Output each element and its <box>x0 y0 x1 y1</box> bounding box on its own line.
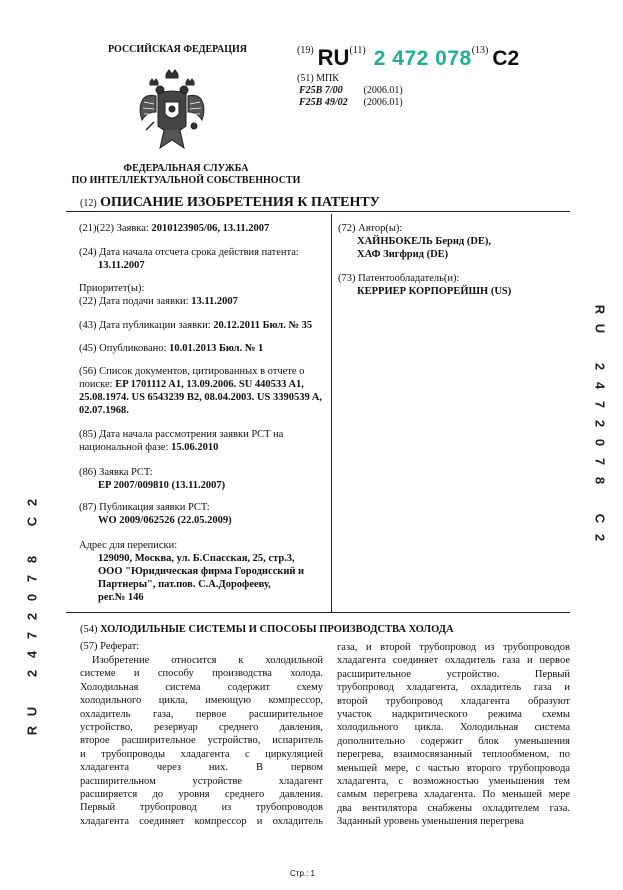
code-19: (19) <box>297 45 314 56</box>
abstract-line: расширительном устройстве хладагент <box>80 775 323 787</box>
abstract-line: устройство, резервуар среднего давления, <box>80 721 323 733</box>
side-char: 2 <box>592 362 608 371</box>
field-87 <box>79 501 329 527</box>
side-char: 8 <box>24 555 40 564</box>
coat-of-arms-emblem <box>136 68 208 154</box>
ipc-version: (2006.01) <box>363 97 403 108</box>
patent-number: 2 472 078 <box>373 47 472 70</box>
field-85 <box>79 428 329 454</box>
side-char: U <box>592 323 608 334</box>
field-label: (21)(22) Заявка: <box>79 223 149 234</box>
code-13: (13) <box>471 45 489 56</box>
correspondence-address <box>79 539 329 604</box>
side-char <box>23 531 42 551</box>
field-label: (45) Опубликовано: <box>79 343 167 354</box>
field-value: 20.12.2011 Бюл. № 35 <box>213 320 313 331</box>
side-char: 4 <box>592 381 608 390</box>
ipc-classification <box>297 73 403 109</box>
field-value: EP 1701112 A1, 13.09.2006. SU 440533 A1, 25.08.1974. US 6543239 B2, 08.04.2003. US 3390539 A, 02.07.1968. <box>79 379 322 416</box>
agency-line-1: ФЕДЕРАЛЬНАЯ СЛУЖБА <box>123 163 249 174</box>
abstract-line: второе расширительное устройство, испаритель <box>80 735 323 747</box>
author: ХАФ Зигфрид (DE) <box>357 249 449 260</box>
abstract-line: системе и способу производства холода. <box>80 668 323 680</box>
address-line: Партнеры", пат.пов. С.А.Дорофееву, <box>98 579 271 590</box>
invention-title-text: ХОЛОДИЛЬНЫЕ СИСТЕМЫ И СПОСОБЫ ПРОИЗВОДСТВА ХОЛОДА <box>100 624 454 635</box>
field-label: (73) Патентообладатель(и): <box>338 273 460 284</box>
invention-title <box>80 624 454 635</box>
abstract-line: расширяется до уровня среднего давления. <box>80 788 323 800</box>
field-label: (56) Список документов, цитированных в отчете о поиске: <box>79 366 305 390</box>
section-divider <box>66 612 570 613</box>
field-label: (85) Дата начала рассмотрения заявки PCT на национальной фазе: <box>79 429 284 453</box>
abstract-line: холодильного цикла, имеющую компрессор, <box>80 695 323 707</box>
abstract-line: хладагента через них. В первом <box>80 762 323 774</box>
side-char: 4 <box>24 650 40 659</box>
side-char: 2 <box>24 669 40 678</box>
column-divider <box>331 214 332 612</box>
side-char: 2 <box>592 533 608 542</box>
agency-line-2: ПО ИНТЕЛЛЕКТУАЛЬНОЙ СОБСТВЕННОСТИ <box>71 175 301 186</box>
abstract-line: второй трубопровод хладагента образуют <box>337 695 570 707</box>
abstract-line: хладагента, с возможностью уменьшения тем <box>337 775 570 787</box>
priority-label: Приоритет(ы): <box>79 283 145 294</box>
field-value: 15.06.2010 <box>171 442 219 453</box>
invention-code: (54) <box>80 624 98 635</box>
ipc-row <box>297 97 403 109</box>
abstract-line: участок надкритического режима схемы <box>337 708 570 720</box>
abstract-line: Первый трубопровод из трубопроводов <box>80 802 323 814</box>
address-line: ООО "Юридическая фирма Городисский и <box>98 566 305 577</box>
abstract-line: газа, и второй трубопровод из трубопроводов <box>337 642 570 653</box>
field-22 <box>79 295 329 308</box>
field-label: (87) Публикация заявки PCT: <box>79 502 210 513</box>
publication-number <box>297 45 519 71</box>
abstract-line: Холодильная система содержит схему <box>80 681 323 693</box>
abstract-line: два вентилятора снабжены охладителем газа. <box>337 802 570 814</box>
side-char <box>23 683 42 703</box>
agency-name <box>66 163 306 187</box>
abstract-line: охладитель газа, первое расширительное <box>80 708 323 720</box>
side-char: 2 <box>24 498 40 507</box>
abstract-line: Изобретение относится к холодильной <box>92 655 323 666</box>
abstract-line: и трубопроводы хладагента с циркуляцией <box>80 748 323 760</box>
field-value: 2010123905/06, 13.11.2007 <box>151 223 270 234</box>
abstract-line: хладагента соединяет компрессор и охладитель <box>80 815 323 827</box>
abstract-right-column <box>337 641 570 828</box>
side-char: R <box>24 725 40 736</box>
country-code: RU <box>317 45 350 70</box>
abstract-line: Заданный уровень уменьшения перегрева <box>337 816 524 828</box>
abstract-line: хладагента соединяет охладитель газа и первое <box>337 655 570 667</box>
abstract-label: (57) Реферат: <box>80 641 140 652</box>
field-72 <box>338 222 573 261</box>
field-value: 10.01.2013 Бюл. № 1 <box>169 343 264 354</box>
abstract-line: расширительное устройство. Первый <box>337 668 570 680</box>
side-char: C <box>592 513 608 524</box>
country-name: РОССИЙСКАЯ ФЕДЕРАЦИЯ <box>108 44 248 55</box>
field-value: 13.11.2007 <box>191 296 238 307</box>
abstract-line: дополнительно содержит блок уменьшения <box>337 735 570 747</box>
abstract-line: трубопровод хладагента, охладитель газа и <box>337 682 570 694</box>
address-label: Адрес для переписки: <box>79 540 178 551</box>
side-char: U <box>24 706 40 717</box>
code-11: (11) <box>349 45 366 56</box>
side-char: 7 <box>24 574 40 583</box>
side-char <box>591 490 610 510</box>
field-45 <box>79 342 329 355</box>
abstract-line: меньшей мере, с частью второго трубопровода <box>337 762 570 774</box>
field-label: (43) Дата публикации заявки: <box>79 320 211 331</box>
field-label: (72) Автор(ы): <box>338 223 403 234</box>
field-label: (22) Дата подачи заявки: <box>79 296 189 307</box>
kind-code: C2 <box>492 47 520 70</box>
side-char: 7 <box>592 457 608 466</box>
patent-owner: КЕРРИЕР КОРПОРЕЙШН (US) <box>357 286 512 297</box>
field-value: 13.11.2007 <box>98 260 145 271</box>
author: ХАЙНБОКЕЛЬ Бернд (DE), <box>357 236 492 247</box>
field-label: (86) Заявка PCT: <box>79 467 153 478</box>
abstract-line: перегрева, взаимосвязанный теплообменом, по <box>337 749 570 761</box>
document-title <box>80 195 380 211</box>
field-56 <box>79 365 329 417</box>
side-number-right <box>590 300 610 540</box>
field-21-22 <box>79 222 329 235</box>
title-code: (12) <box>80 198 97 209</box>
field-86 <box>79 466 329 492</box>
ipc-label: (51) МПК <box>297 73 339 84</box>
field-value: WO 2009/062526 (22.05.2009) <box>98 515 232 526</box>
side-char: 0 <box>24 593 40 602</box>
side-char: 2 <box>592 419 608 428</box>
page-footer: Стр.: 1 <box>290 869 316 878</box>
side-char: C <box>24 516 40 527</box>
title-text: ОПИСАНИЕ ИЗОБРЕТЕНИЯ К ПАТЕНТУ <box>100 195 380 210</box>
side-char <box>591 338 610 358</box>
field-24 <box>79 246 329 272</box>
side-char: 8 <box>592 476 608 485</box>
abstract-left-column <box>80 654 323 828</box>
field-73 <box>338 272 573 298</box>
ipc-version: (2006.01) <box>363 85 403 96</box>
ipc-row <box>297 85 403 97</box>
abstract-line: самым перегрева хладагента. По меньшей мере <box>337 789 570 801</box>
field-label: (24) Дата начала отсчета срока действия патента: <box>79 247 299 258</box>
field-value: EP 2007/009810 (13.11.2007) <box>98 480 226 491</box>
side-char: R <box>592 304 608 315</box>
abstract-line: холодильного цикла. Холодильная система <box>337 722 570 734</box>
field-43 <box>79 319 329 332</box>
ipc-class: F25B 49/02 <box>299 97 348 108</box>
side-char: 0 <box>592 438 608 447</box>
side-char: 7 <box>24 631 40 640</box>
side-char: 7 <box>592 400 608 409</box>
address-line: рег.№ 146 <box>98 592 144 603</box>
address-line: 129090, Москва, ул. Б.Спасская, 25, стр.3, <box>98 553 295 564</box>
side-number-left <box>22 493 42 736</box>
side-char: 2 <box>24 612 40 621</box>
ipc-class: F25B 7/00 <box>299 85 343 96</box>
